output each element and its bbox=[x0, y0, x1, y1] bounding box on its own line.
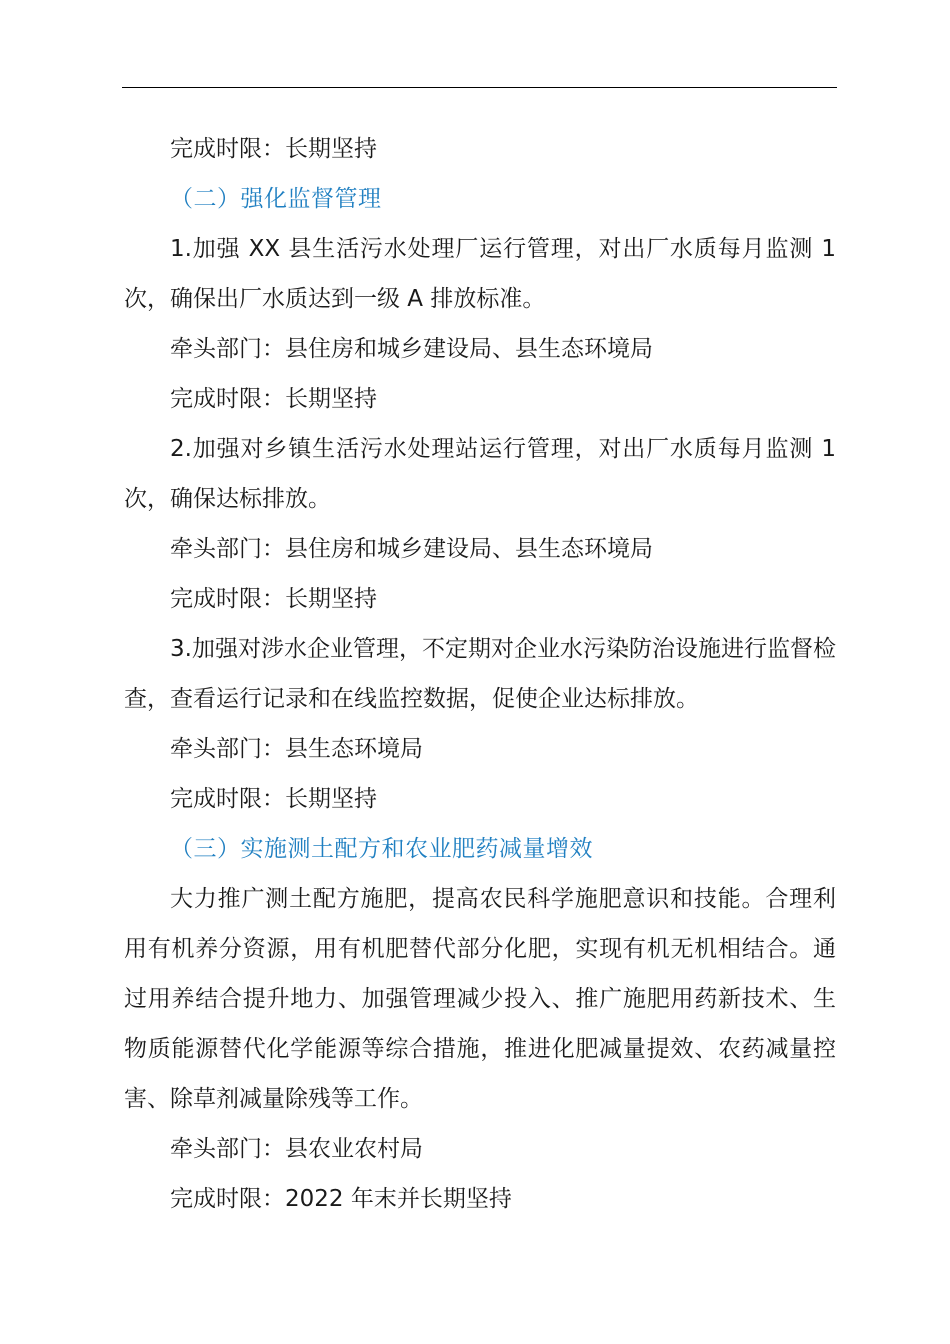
document-body bbox=[124, 124, 836, 1224]
section-heading-3: （三）实施测土配方和农业肥药减量增效 bbox=[170, 836, 593, 862]
deadline-line: 完成时限：长期坚持 bbox=[170, 586, 377, 612]
item-2-paragraph: 2.加强对乡镇生活污水处理站运行管理，对出厂水质每月监测 1 次，确保达标排放。 bbox=[124, 436, 836, 512]
section-3-paragraph: 大力推广测土配方施肥，提高农民科学施肥意识和技能。合理利用有机养分资源，用有机肥替代部分化肥，实现有机无机相结合。通过用养结合提升地力、加强管理减少投入、推广施肥用药新技术、生物质能源替代化学能源等综合措施，推进化肥减量提效、农药减量控害、除草剂减量除残等工作。 bbox=[124, 886, 836, 1112]
lead-department-line: 牵头部门：县农业农村局 bbox=[170, 1136, 423, 1162]
deadline-line: 完成时限：长期坚持 bbox=[170, 386, 377, 412]
header-rule bbox=[122, 87, 837, 88]
lead-department-line: 牵头部门：县住房和城乡建设局、县生态环境局 bbox=[170, 536, 653, 562]
item-3-paragraph: 3.加强对涉水企业管理，不定期对企业水污染防治设施进行监督检查，查看运行记录和在线监控数据，促使企业达标排放。 bbox=[124, 636, 836, 712]
deadline-line: 完成时限：2022 年末并长期坚持 bbox=[170, 1186, 512, 1212]
section-heading-2: （二）强化监督管理 bbox=[170, 186, 382, 212]
item-1-paragraph: 1.加强 XX 县生活污水处理厂运行管理，对出厂水质每月监测 1 次，确保出厂水质达到一级 A 排放标准。 bbox=[124, 236, 836, 312]
deadline-line: 完成时限：长期坚持 bbox=[170, 786, 377, 812]
lead-department-line: 牵头部门：县生态环境局 bbox=[170, 736, 423, 762]
lead-department-line: 牵头部门：县住房和城乡建设局、县生态环境局 bbox=[170, 336, 653, 362]
deadline-line: 完成时限：长期坚持 bbox=[170, 136, 377, 162]
